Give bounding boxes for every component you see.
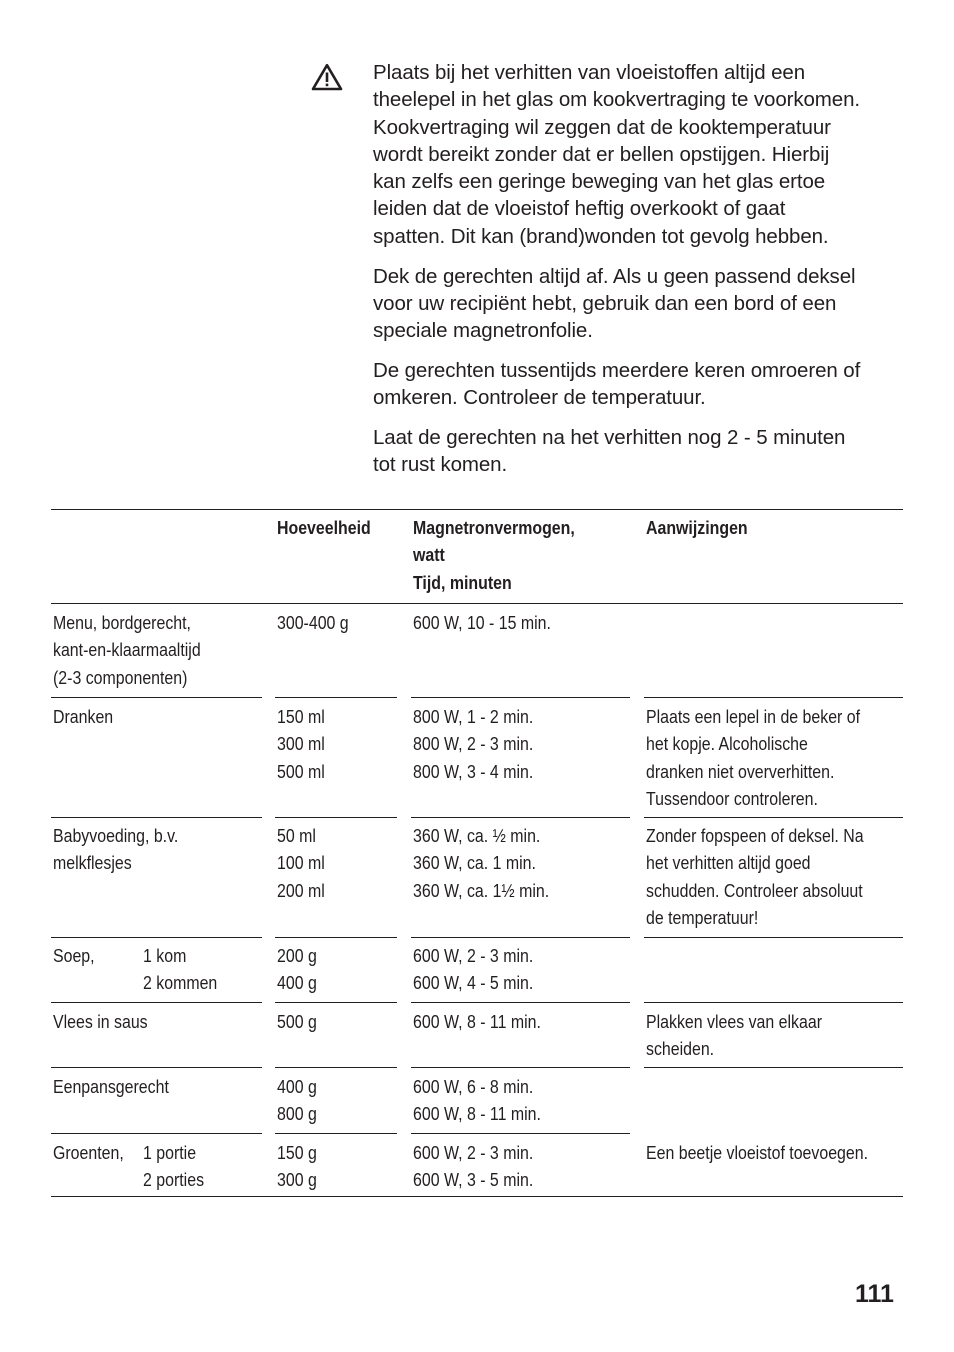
table-row-power-time: 600 W, 6 - 8 min. 600 W, 8 - 11 min. [413, 1076, 541, 1125]
row-divider [411, 1067, 630, 1068]
table-row-quantity: 500 g [277, 1011, 317, 1032]
table-row-notes: Plakken vlees van elkaar scheiden. [646, 1011, 822, 1060]
intro-paragraph: Dek de gerechten altijd af. Als u geen passend deksel voor uw recipiënt hebt, gebruik dan een bord of een speciale magnetronfolie. [373, 264, 856, 343]
row-divider [644, 697, 903, 698]
table-bottom-rule [51, 1196, 903, 1197]
row-divider [275, 1133, 397, 1134]
table-row-item: Eenpansgerecht [53, 1076, 169, 1097]
row-divider [411, 1133, 630, 1134]
table-row-item: Soep, [53, 945, 95, 966]
table-row-power-time: 600 W, 2 - 3 min. 600 W, 3 - 5 min. [413, 1142, 534, 1191]
intro-paragraph: De gerechten tussentijds meerdere keren omroeren of omkeren. Controleer de temperatuur. [373, 358, 861, 410]
row-divider [411, 937, 630, 938]
table-row-item-sub: 1 portie 2 porties [143, 1142, 205, 1191]
table-row-quantity: 150 ml 300 ml 500 ml [277, 706, 325, 782]
table-row-notes: Een beetje vloeistof toevoegen. [646, 1142, 869, 1163]
row-divider [275, 1067, 397, 1068]
table-row-quantity: 400 g 800 g [277, 1076, 317, 1125]
row-divider [51, 697, 262, 698]
page-number: 111 [855, 1280, 894, 1308]
row-divider [411, 817, 630, 818]
table-row-item: Babyvoeding, b.v. melkflesjes [53, 825, 179, 874]
table-row-item-sub: 1 kom 2 kommen [143, 945, 218, 994]
table-row-notes: Plaats een lepel in de beker of het kopje. Alcoholische dranken niet oververhitten. Tussendoor controleren. [646, 706, 861, 809]
table-row-quantity: 300-400 g [277, 612, 349, 633]
table-row-item: Vlees in saus [53, 1011, 148, 1032]
intro-paragraph: Laat de gerechten na het verhitten nog 2 - 5 minuten tot rust komen. [373, 426, 846, 477]
table-top-rule [51, 509, 903, 510]
header-quantity: Hoeveelheid [277, 517, 371, 538]
table-row-item: Dranken [53, 706, 114, 727]
header-power-time: Magnetronvermogen, watt Tijd, minuten [413, 517, 575, 593]
table-row-power-time: 360 W, ca. ½ min. 360 W, ca. 1 min. 360 W, ca. 1½ min. [413, 825, 550, 901]
row-divider [51, 1067, 262, 1068]
row-divider [644, 817, 903, 818]
row-divider [51, 817, 262, 818]
row-divider [275, 1002, 397, 1003]
table-row-quantity: 50 ml 100 ml 200 ml [277, 825, 325, 901]
row-divider [51, 1002, 262, 1003]
table-row-power-time: 800 W, 1 - 2 min. 800 W, 2 - 3 min. 800 W, 3 - 4 min. [413, 706, 534, 782]
table-row-power-time: 600 W, 2 - 3 min. 600 W, 4 - 5 min. [413, 945, 534, 994]
row-divider [51, 937, 262, 938]
table-row-item: Groenten, [53, 1142, 124, 1163]
row-divider [411, 1002, 630, 1003]
table-row-quantity: 150 g 300 g [277, 1142, 317, 1191]
header-bottom-rule [51, 603, 903, 604]
table-row-power-time: 600 W, 8 - 11 min. [413, 1011, 541, 1032]
row-divider [275, 817, 397, 818]
row-divider [644, 1002, 903, 1003]
row-divider [644, 937, 903, 938]
row-divider [411, 697, 630, 698]
row-divider [644, 1067, 903, 1068]
header-notes: Aanwijzingen [646, 517, 748, 538]
intro-paragraph: Plaats bij het verhitten van vloeistoffen altijd een theelepel in het glas om kookvertraging te voorkomen. Kookvertraging wil zeggen dat de kooktemperatuur wordt bereikt zonder dat er bellen opstijgen. Hierbij kan zelfs een geringe beweging van het glas ertoe leiden dat de vloeistof heftig overkookt of gaat spatten. Dit kan (brand)wonden tot gevolg hebben. [373, 61, 860, 248]
table-row-power-time: 600 W, 10 - 15 min. [413, 612, 551, 633]
row-divider [275, 697, 397, 698]
table-row-quantity: 200 g 400 g [277, 945, 317, 994]
row-divider [51, 1133, 262, 1134]
table-row-item: Menu, bordgerecht, kant-en-klaarmaaltijd (2-3 componenten) [53, 612, 201, 688]
row-divider [275, 937, 397, 938]
table-row-notes: Zonder fopspeen of deksel. Na het verhitten altijd goed schudden. Controleer absoluut de temperatuur! [646, 825, 864, 928]
